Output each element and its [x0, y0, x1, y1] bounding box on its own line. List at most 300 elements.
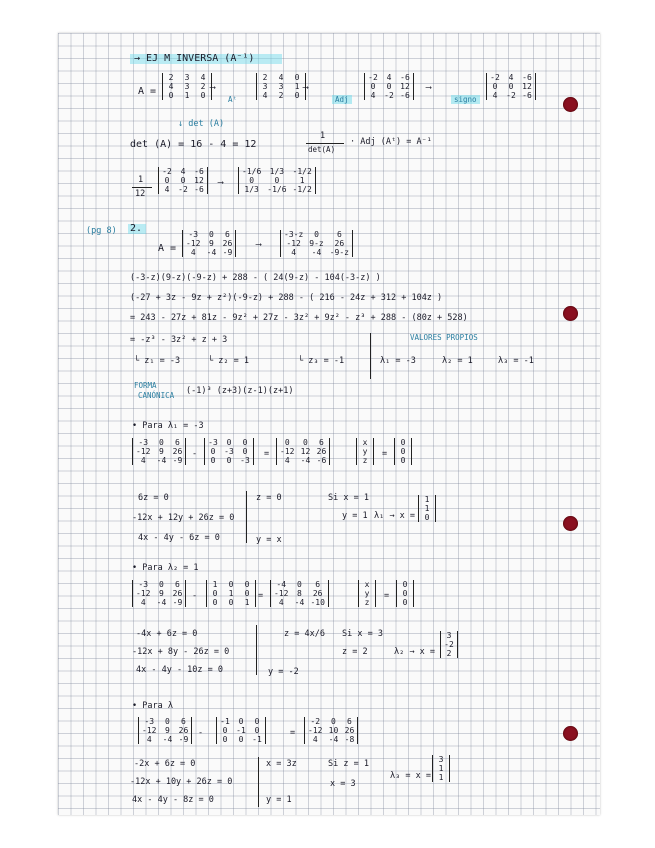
p2-matrix-lambda-i	[206, 580, 256, 607]
p2-matrix-result	[270, 580, 329, 607]
p3-eigenvector	[432, 755, 450, 782]
matrix-adj-copy	[158, 167, 208, 194]
p1-eigenvector	[418, 495, 436, 522]
matrix-cell: -3-z	[284, 230, 304, 239]
matrix-row	[281, 239, 353, 248]
det-equation: det (A) = 16 - 4 = 12	[130, 139, 257, 150]
matrix-cell: 4	[278, 73, 284, 82]
matrix-cell: -12	[280, 447, 295, 456]
matrix-cell: 3	[262, 82, 268, 91]
p2-res-2: y = -2	[268, 667, 299, 677]
expansion-line-2: (-27 + 3z - 9z + z²)(-9-z) + 288 - ( 216 - 24z + 312 + 104z )	[130, 293, 443, 303]
matrix-cell: 12	[400, 82, 410, 91]
p2-equals-2: =	[384, 591, 390, 601]
matrix-row	[487, 73, 536, 82]
matrix-row	[133, 580, 186, 589]
matrix-row	[419, 495, 436, 504]
canonical-form: (-1)³ (z+3)(z-1)(z+1)	[186, 386, 294, 396]
matrix-row	[163, 73, 212, 82]
matrix-row	[365, 82, 414, 91]
matrix-row	[133, 456, 186, 465]
matrix-row	[271, 598, 329, 607]
p2-equals: =	[258, 591, 264, 601]
matrix-row	[419, 504, 436, 513]
matrix-cell: -8	[344, 735, 355, 744]
p2-res-1: z = 4x/6	[284, 629, 325, 639]
matrix-cell: 1	[424, 504, 430, 513]
matrix-cell: 26	[222, 239, 233, 248]
binder-hole	[563, 516, 578, 531]
matrix-row	[441, 649, 458, 658]
matrix-cell: -3	[144, 717, 155, 726]
formula-fraction-bar	[306, 143, 344, 144]
matrix-cell: 1	[228, 589, 234, 598]
matrix-cell: 12	[194, 176, 204, 185]
matrix-cell: 3	[184, 73, 190, 82]
matrix-row	[139, 726, 192, 735]
formula-numerator: 1	[320, 131, 326, 141]
matrix-cell: -1/6	[267, 185, 287, 194]
matrix-row	[357, 456, 374, 465]
p3-si: Si z = 1	[328, 759, 369, 769]
matrix-cell: 0	[209, 230, 214, 239]
p1-vector-xyz	[356, 438, 374, 465]
matrix-cell: 26	[172, 447, 183, 456]
matrix-cell: -2	[444, 640, 454, 649]
matrix-cell: -6	[194, 185, 204, 194]
p1-si: Si x = 1	[328, 493, 369, 503]
matrix-cell: 4	[262, 91, 268, 100]
matrix-cell: 0	[222, 735, 228, 744]
matrix-cell: -2	[368, 73, 378, 82]
valores-propios: VALORES PROPIOS	[410, 333, 478, 342]
fraction-den: 12	[135, 189, 146, 199]
expansion-line-1: (-3-z)(9-z)(-9-z) + 288 - ( 24(9-z) - 104(-3-z) )	[130, 273, 381, 283]
matrix-cell: 26	[316, 447, 327, 456]
separator-vertical	[370, 333, 371, 379]
matrix-row	[207, 580, 256, 589]
matrix-cell: 0	[274, 176, 280, 185]
matrix-cell: 2	[278, 91, 284, 100]
matrix-cell: 0	[386, 82, 392, 91]
matrix-cell: 0	[164, 176, 170, 185]
p3-x: x = 3	[330, 779, 356, 789]
matrix-cell: 0	[400, 438, 406, 447]
binder-hole	[563, 97, 578, 112]
matrix-grid	[132, 438, 186, 465]
matrix-grid	[356, 438, 374, 465]
matrix-cell: 26	[312, 589, 323, 598]
matrix-cell: 0	[254, 717, 260, 726]
matrix-cell: 6	[336, 230, 342, 239]
matrix-cell: -4	[156, 456, 167, 465]
matrix-row	[139, 717, 192, 726]
matrix-row	[395, 438, 412, 447]
matrix-row	[271, 589, 329, 598]
page-title: → EJ M INVERSA (A⁻¹)	[134, 53, 255, 64]
matrix-row	[487, 91, 536, 100]
matrix-cell: 3	[278, 82, 284, 91]
matrix-row	[163, 91, 212, 100]
matrix-row	[257, 82, 306, 91]
matrix-grid	[206, 580, 256, 607]
matrix-cell: 4	[508, 73, 514, 82]
p1-eq-1: 6z = 0	[138, 493, 169, 503]
matrix-row	[217, 735, 266, 744]
forma-label: FORMA	[134, 381, 157, 390]
matrix-cell: 12	[300, 447, 311, 456]
det-arrow: ↓ det (A)	[178, 119, 225, 129]
matrix-cell: 4	[140, 598, 146, 607]
matrix-cell: 1/3	[269, 167, 285, 176]
p1-minus: -	[192, 449, 198, 459]
p2-eigenvector	[440, 631, 458, 658]
matrix-cell: 4	[284, 456, 290, 465]
matrix-row	[217, 717, 266, 726]
matrix-cell: -2	[506, 91, 516, 100]
root-2: └ z₂ = 1	[208, 356, 249, 366]
p1-res-2: y = x	[256, 535, 282, 545]
matrix-cell: 0	[402, 589, 408, 598]
matrix-cell: -6	[194, 167, 204, 176]
matrix-cell: -1/2	[292, 185, 312, 194]
matrix-cell: 1	[184, 91, 190, 100]
expansion-line-3: = 243 - 27z + 81z - 9z² + 27z - 3z² + 9z² - z³ + 288 - (80z + 528)	[130, 313, 468, 323]
matrix-cell: 0	[400, 447, 406, 456]
matrix-row	[277, 456, 330, 465]
p3-matrix-result	[304, 717, 358, 744]
matrix-grid	[280, 230, 353, 257]
matrix-a-label: A =	[138, 86, 157, 97]
matrix-row	[305, 726, 358, 735]
fraction-num: 1	[138, 175, 144, 185]
matrix-row	[281, 248, 353, 257]
matrix-cell: -12	[186, 239, 201, 248]
matrix-cell: 0	[508, 82, 514, 91]
matrix-adjugate	[364, 73, 414, 100]
matrix-cell: 1/3	[244, 185, 259, 194]
matrix-cell: 3	[438, 755, 444, 764]
p1-res-1: z = 0	[256, 493, 282, 503]
matrix-cell: 26	[178, 726, 189, 735]
matrix-cell: 1	[212, 580, 218, 589]
matrix-cell: x	[364, 580, 370, 589]
matrix-cell: 1	[299, 176, 305, 185]
matrix-cell: 0	[294, 73, 300, 82]
matrix-cell: -12	[308, 726, 323, 735]
matrix-cell: 0	[242, 438, 248, 447]
p2-vector-xyz	[358, 580, 376, 607]
p2-vector-zero	[396, 580, 414, 607]
matrix-inverse	[238, 167, 316, 194]
matrix-cell: 4	[200, 73, 206, 82]
matrix-cell: -9-z	[329, 248, 349, 257]
matrix-cell: 9	[159, 447, 164, 456]
matrix-cell: -3	[240, 456, 250, 465]
binder-hole	[563, 306, 578, 321]
matrix-signed	[486, 73, 536, 100]
matrix-cell: -3	[208, 438, 218, 447]
matrix-cell: -1/2	[292, 167, 312, 176]
p1-vector-zero	[394, 438, 412, 465]
matrix-row	[433, 755, 450, 764]
matrix-row	[357, 438, 374, 447]
p1-equals-2: =	[382, 449, 388, 459]
matrix-cell: 4	[291, 248, 297, 257]
matrix-cell: -2	[490, 73, 500, 82]
matrix-cell: 4	[312, 735, 318, 744]
matrix-cell: 0	[249, 176, 255, 185]
matrix-cell: -9	[172, 598, 183, 607]
matrix-cell: 0	[200, 91, 206, 100]
adj-label: Adj	[332, 95, 352, 104]
matrix-cell: 4	[180, 167, 186, 176]
matrix-cell: 6	[175, 580, 180, 589]
matrix-row	[359, 598, 376, 607]
p3-minus: -	[198, 728, 204, 738]
matrix-cell: 4	[146, 735, 152, 744]
matrix-a2-label: A =	[158, 243, 177, 254]
matrix-cell: 4	[386, 73, 392, 82]
root-3: └ z₃ = -1	[298, 356, 345, 366]
matrix-cell: 0	[212, 589, 218, 598]
matrix-cell: 8	[297, 589, 302, 598]
matrix-row	[257, 73, 306, 82]
matrix-grid	[418, 495, 436, 522]
matrix-row	[281, 230, 353, 239]
matrix-cell: 26	[172, 589, 183, 598]
matrix-cell: 0	[294, 91, 300, 100]
matrix-grid	[396, 580, 414, 607]
matrix-cell: -1	[220, 717, 230, 726]
matrix-cell: 0	[331, 717, 336, 726]
matrix-cell: 0	[226, 456, 232, 465]
matrix-cell: 4	[492, 91, 498, 100]
matrix-cell: -2	[310, 717, 321, 726]
matrix-cell: 4	[168, 82, 174, 91]
matrix-grid	[238, 167, 316, 194]
matrix-cell: -4	[328, 735, 339, 744]
matrix-cell: 1	[294, 82, 300, 91]
root-1: └ z₁ = -3	[134, 356, 181, 366]
matrix-cell: 0	[228, 598, 234, 607]
matrix-cell: 26	[334, 239, 345, 248]
matrix-row	[359, 580, 376, 589]
matrix-cell: 4	[278, 598, 284, 607]
matrix-cell: -2	[384, 91, 394, 100]
matrix-cell: -12	[136, 447, 151, 456]
matrix-cell: 0	[244, 580, 250, 589]
p1-equals: =	[264, 449, 270, 459]
matrix-cell: 4	[164, 185, 170, 194]
matrix-row	[139, 735, 192, 744]
matrix-cell: 0	[159, 580, 164, 589]
p2-vec-label: λ₂ → x =	[394, 647, 435, 657]
matrix-grid	[486, 73, 536, 100]
p3-equals: =	[290, 728, 296, 738]
p2-z: z = 2	[342, 647, 368, 657]
matrix-cell: -9	[178, 735, 189, 744]
matrix-cell: -3	[138, 438, 149, 447]
lambda-1: λ₁ = -3	[380, 356, 416, 366]
para-lambda3-heading: • Para λ	[132, 701, 173, 711]
matrix-cell: 1	[244, 598, 250, 607]
matrix-row	[365, 91, 414, 100]
matrix-cell: -12	[286, 239, 301, 248]
matrix-cell: 9	[159, 589, 164, 598]
matrix-cell: 0	[210, 447, 216, 456]
p2-eq-2: -12x + 8y - 26z = 0	[132, 647, 230, 657]
matrix-grid	[270, 580, 329, 607]
matrix-grid	[216, 717, 266, 744]
p1-y: y = 1	[342, 511, 368, 521]
page-ref: (pg 8)	[86, 226, 117, 236]
matrix-cell: 0	[402, 598, 408, 607]
matrix-row	[183, 239, 236, 248]
matrix-row	[441, 631, 458, 640]
matrix-row	[487, 82, 536, 91]
matrix-cell: 0	[402, 580, 408, 589]
matrix-row	[239, 176, 316, 185]
matrix-cell: 0	[314, 230, 319, 239]
p3-eq-2: -12x + 10y + 26z = 0	[130, 777, 233, 787]
matrix-grid	[432, 755, 450, 782]
matrix-cell: 3	[184, 82, 190, 91]
matrix-cell: -6	[522, 91, 532, 100]
matrix-cell: 0	[244, 589, 250, 598]
matrix-grid	[304, 717, 358, 744]
matrix-row	[357, 447, 374, 456]
matrix-cell: 9	[209, 239, 214, 248]
matrix-cell: 2	[262, 73, 268, 82]
matrix-cell: -6	[522, 73, 532, 82]
p3-matrix-lambda-i	[216, 717, 266, 744]
signo-label: signo	[451, 95, 480, 104]
matrix-cell: -12	[274, 589, 289, 598]
p1-bracket	[246, 491, 247, 543]
p2-si: Si x = 3	[342, 629, 383, 639]
matrix-cell: 2	[168, 73, 174, 82]
matrix-row	[441, 640, 458, 649]
matrix-cell: 0	[238, 717, 244, 726]
matrix-cell: 1	[424, 495, 430, 504]
matrix-cell: 0	[400, 456, 406, 465]
matrix-row	[397, 589, 414, 598]
matrix-cell: z	[362, 456, 368, 465]
binder-hole	[563, 726, 578, 741]
matrix-cell: 0	[492, 82, 498, 91]
matrix-cell: 0	[303, 438, 308, 447]
matrix-grid	[256, 73, 309, 100]
matrix-row	[133, 438, 186, 447]
matrix-cell: -4	[300, 456, 311, 465]
matrix-row	[419, 513, 436, 522]
matrix-row	[183, 248, 236, 257]
matrix-cell: -9	[222, 248, 233, 257]
matrix-row	[305, 717, 358, 726]
matrix-cell: -4	[162, 735, 173, 744]
p1-vec-label: λ₁ → x =	[374, 511, 415, 521]
matrix-row	[239, 167, 316, 176]
matrix-a	[162, 73, 212, 100]
matrix-cell: -12	[142, 726, 157, 735]
p3-eq-1: -2x + 6z = 0	[134, 759, 196, 769]
p3-res-2: y = 1	[266, 795, 292, 805]
matrix-row	[277, 447, 330, 456]
matrix-cell: -4	[276, 580, 287, 589]
matrix-row	[277, 438, 330, 447]
p1-eq-2: -12x + 12y + 26z = 0	[132, 513, 235, 523]
matrix-cell: -2	[162, 167, 172, 176]
matrix-cell: -4	[206, 248, 217, 257]
matrix-cell: 6	[181, 717, 186, 726]
matrix-cell: 4	[140, 456, 146, 465]
fraction-bar	[132, 187, 152, 188]
matrix-row	[183, 230, 236, 239]
p2-matrix-a	[132, 580, 186, 607]
matrix-cell: 0	[297, 580, 302, 589]
matrix-row	[133, 447, 186, 456]
matrix-cell: -4	[311, 248, 322, 257]
matrix-cell: -10	[310, 598, 325, 607]
p2-minus: -	[192, 591, 198, 601]
p3-eq-3: 4x - 4y - 8z = 0	[132, 795, 214, 805]
lambda-2: λ₂ = 1	[442, 356, 473, 366]
matrix-cell: -1	[252, 735, 262, 744]
p3-vec-label: λ₃ = x =	[390, 771, 431, 781]
matrix-cell: 6	[319, 438, 324, 447]
matrix-row	[305, 735, 358, 744]
matrix-cell: 0	[165, 717, 170, 726]
matrix-cell: -3	[138, 580, 149, 589]
arrow-label-transpose: ⟶	[210, 83, 216, 93]
matrix-cell: 4	[190, 248, 196, 257]
matrix-grid	[182, 230, 236, 257]
matrix-grid	[364, 73, 414, 100]
p2-bracket	[256, 625, 257, 675]
matrix-row	[359, 589, 376, 598]
matrix-cell: 9	[165, 726, 170, 735]
p3-res-1: x = 3z	[266, 759, 297, 769]
exercise-number: 2.	[130, 223, 143, 234]
p2-eq-1: -4x + 6z = 0	[136, 629, 198, 639]
matrix-cell: 0	[424, 513, 430, 522]
matrix-cell: -6	[400, 91, 410, 100]
matrix-cell: -1/6	[242, 167, 262, 176]
matrix-cell: 0	[212, 598, 218, 607]
expansion-line-4: = -z³ - 3z² + z + 3	[130, 335, 228, 345]
matrix-cell: 6	[315, 580, 321, 589]
matrix-row	[365, 73, 414, 82]
matrix-cell: 6	[175, 438, 180, 447]
lambda-3: λ₃ = -1	[498, 356, 534, 366]
matrix-cell: 26	[344, 726, 355, 735]
matrix-row	[163, 82, 212, 91]
matrix-row	[133, 589, 186, 598]
matrix-cell: -6	[400, 73, 410, 82]
matrix-grid	[276, 438, 330, 465]
p1-matrix-a	[132, 438, 186, 465]
matrix-cell: 1	[438, 764, 444, 773]
matrix-row	[395, 456, 412, 465]
p2-eq-3: 4x - 4y - 10z = 0	[136, 665, 223, 675]
canonica-label: CANÓNICA	[138, 391, 175, 400]
arrow-signo: ⟶	[426, 83, 432, 93]
matrix-row	[395, 447, 412, 456]
matrix-a-minus-z	[280, 230, 353, 257]
matrix-cell: 2	[200, 82, 206, 91]
matrix-grid	[394, 438, 412, 465]
